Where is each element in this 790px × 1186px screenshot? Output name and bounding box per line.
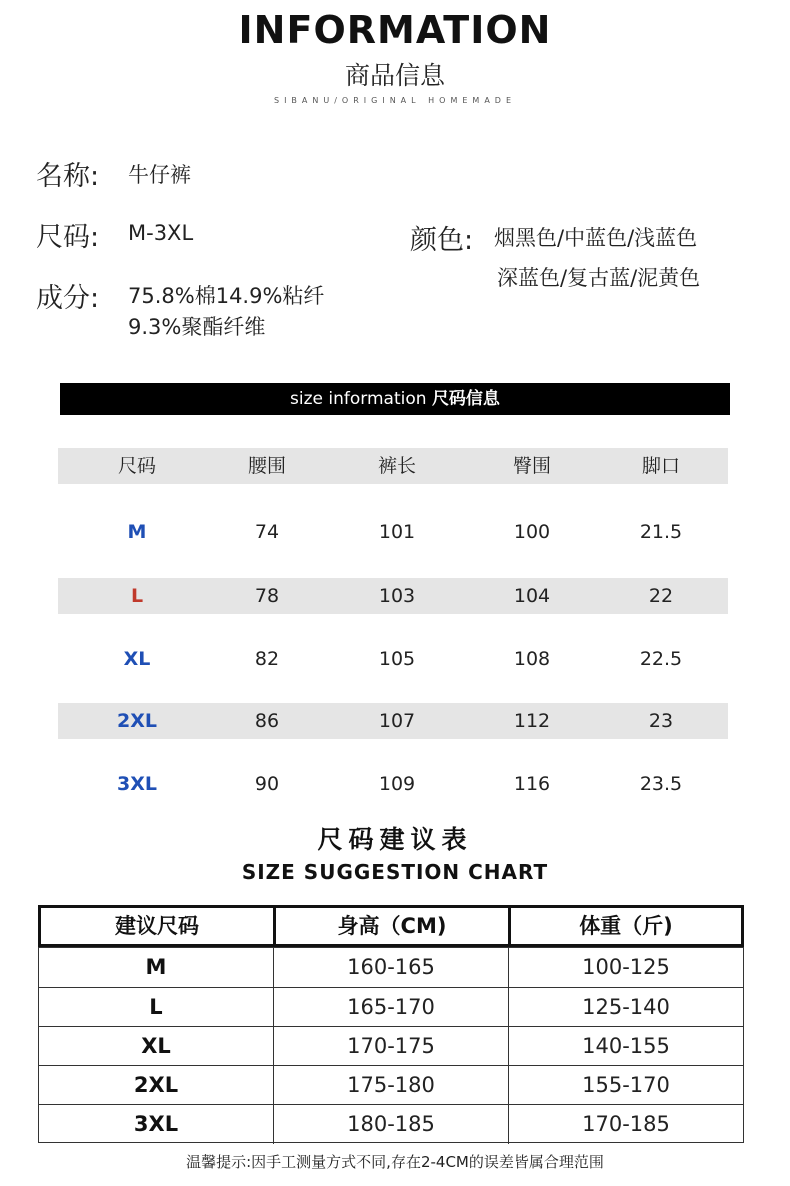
page-subtitle: 商品信息 [344, 61, 445, 90]
suggestion-table-header [38, 905, 744, 947]
size-info-banner [60, 383, 730, 415]
size-cell: L [130, 585, 144, 607]
hip-cell: 104 [513, 585, 551, 607]
height-cell: 175-180 [347, 1073, 435, 1097]
size-value: M-3XL [128, 221, 194, 245]
name-value: 牛仔裤 [128, 163, 191, 187]
length-cell: 109 [378, 773, 416, 795]
header-hip: 臀围 [512, 455, 551, 477]
size-cell: XL [123, 648, 151, 670]
suggestion-table-body [38, 947, 744, 1143]
hem-cell: 22 [648, 585, 674, 607]
size-cell: 3XL [117, 773, 157, 795]
hip-cell: 112 [513, 710, 551, 732]
weight-cell: 100-125 [582, 955, 670, 979]
brand-tagline: SIBANU/ORIGINAL HOMEMADE [273, 96, 517, 105]
size-label: 尺码: [36, 222, 100, 253]
banner-cn: 尺码信息 [431, 389, 500, 409]
height-cell: 180-185 [347, 1112, 435, 1136]
header-suggested-size: 建议尺码 [115, 914, 199, 938]
table-row [58, 703, 728, 739]
suggested-size-cell: M [145, 955, 167, 979]
header-length: 裤长 [377, 455, 416, 477]
waist-cell: 82 [254, 648, 280, 670]
table-row [58, 766, 728, 802]
table-row [39, 987, 743, 1027]
suggested-size-cell: XL [141, 1034, 171, 1058]
length-cell: 107 [378, 710, 416, 732]
weight-cell: 170-185 [582, 1112, 670, 1136]
waist-cell: 74 [254, 521, 280, 543]
table-row [58, 578, 728, 614]
length-cell: 103 [378, 585, 416, 607]
hip-cell: 108 [513, 648, 551, 670]
height-cell: 170-175 [347, 1034, 435, 1058]
suggested-size-cell: 2XL [133, 1073, 179, 1097]
material-line2: 9.3%聚酯纤维 [128, 315, 266, 339]
waist-cell: 90 [254, 773, 280, 795]
suggested-size-cell: 3XL [133, 1112, 179, 1136]
size-cell: M [127, 521, 147, 543]
hip-cell: 100 [513, 521, 551, 543]
header-hem: 脚口 [641, 455, 680, 477]
hip-cell: 116 [513, 773, 551, 795]
suggested-size-cell: L [149, 995, 163, 1019]
table-row [39, 1104, 743, 1144]
waist-cell: 78 [254, 585, 280, 607]
size-cell: 2XL [117, 710, 157, 732]
height-cell: 160-165 [347, 955, 435, 979]
color-value-line2: 深蓝色/复古蓝/泥黄色 [497, 266, 701, 290]
table-row [58, 514, 728, 550]
color-label: 颜色: [410, 225, 474, 256]
length-cell: 101 [378, 521, 416, 543]
hem-cell: 21.5 [639, 521, 683, 543]
header-weight: 体重（斤) [579, 914, 673, 938]
size-table-header [58, 448, 728, 484]
suggestion-title: 尺码建议表 [317, 825, 473, 854]
table-row [39, 948, 743, 987]
header-size: 尺码 [117, 455, 156, 477]
length-cell: 105 [378, 648, 416, 670]
table-row [39, 1026, 743, 1066]
color-value-line1: 烟黑色/中蓝色/浅蓝色 [494, 226, 698, 250]
header-waist: 腰围 [247, 455, 286, 477]
hem-cell: 23 [648, 710, 674, 732]
measurement-note: 温馨提示:因手工测量方式不同,存在2-4CM的误差皆属合理范围 [186, 1153, 604, 1171]
suggestion-table [38, 905, 744, 1141]
weight-cell: 155-170 [582, 1073, 670, 1097]
height-cell: 165-170 [347, 995, 435, 1019]
hem-cell: 23.5 [639, 773, 683, 795]
table-row [58, 641, 728, 677]
suggestion-subtitle: SIZE SUGGESTION CHART [241, 860, 549, 884]
banner-en: size information [290, 389, 427, 409]
header-height: 身高（CM) [337, 914, 447, 938]
table-row [39, 1065, 743, 1105]
weight-cell: 140-155 [582, 1034, 670, 1058]
weight-cell: 125-140 [582, 995, 670, 1019]
name-label: 名称: [36, 161, 100, 192]
hem-cell: 22.5 [639, 648, 683, 670]
material-label: 成分: [36, 283, 100, 314]
material-line1: 75.8%棉14.9%粘纤 [128, 284, 325, 308]
waist-cell: 86 [254, 710, 280, 732]
page-title: INFORMATION [238, 8, 552, 52]
